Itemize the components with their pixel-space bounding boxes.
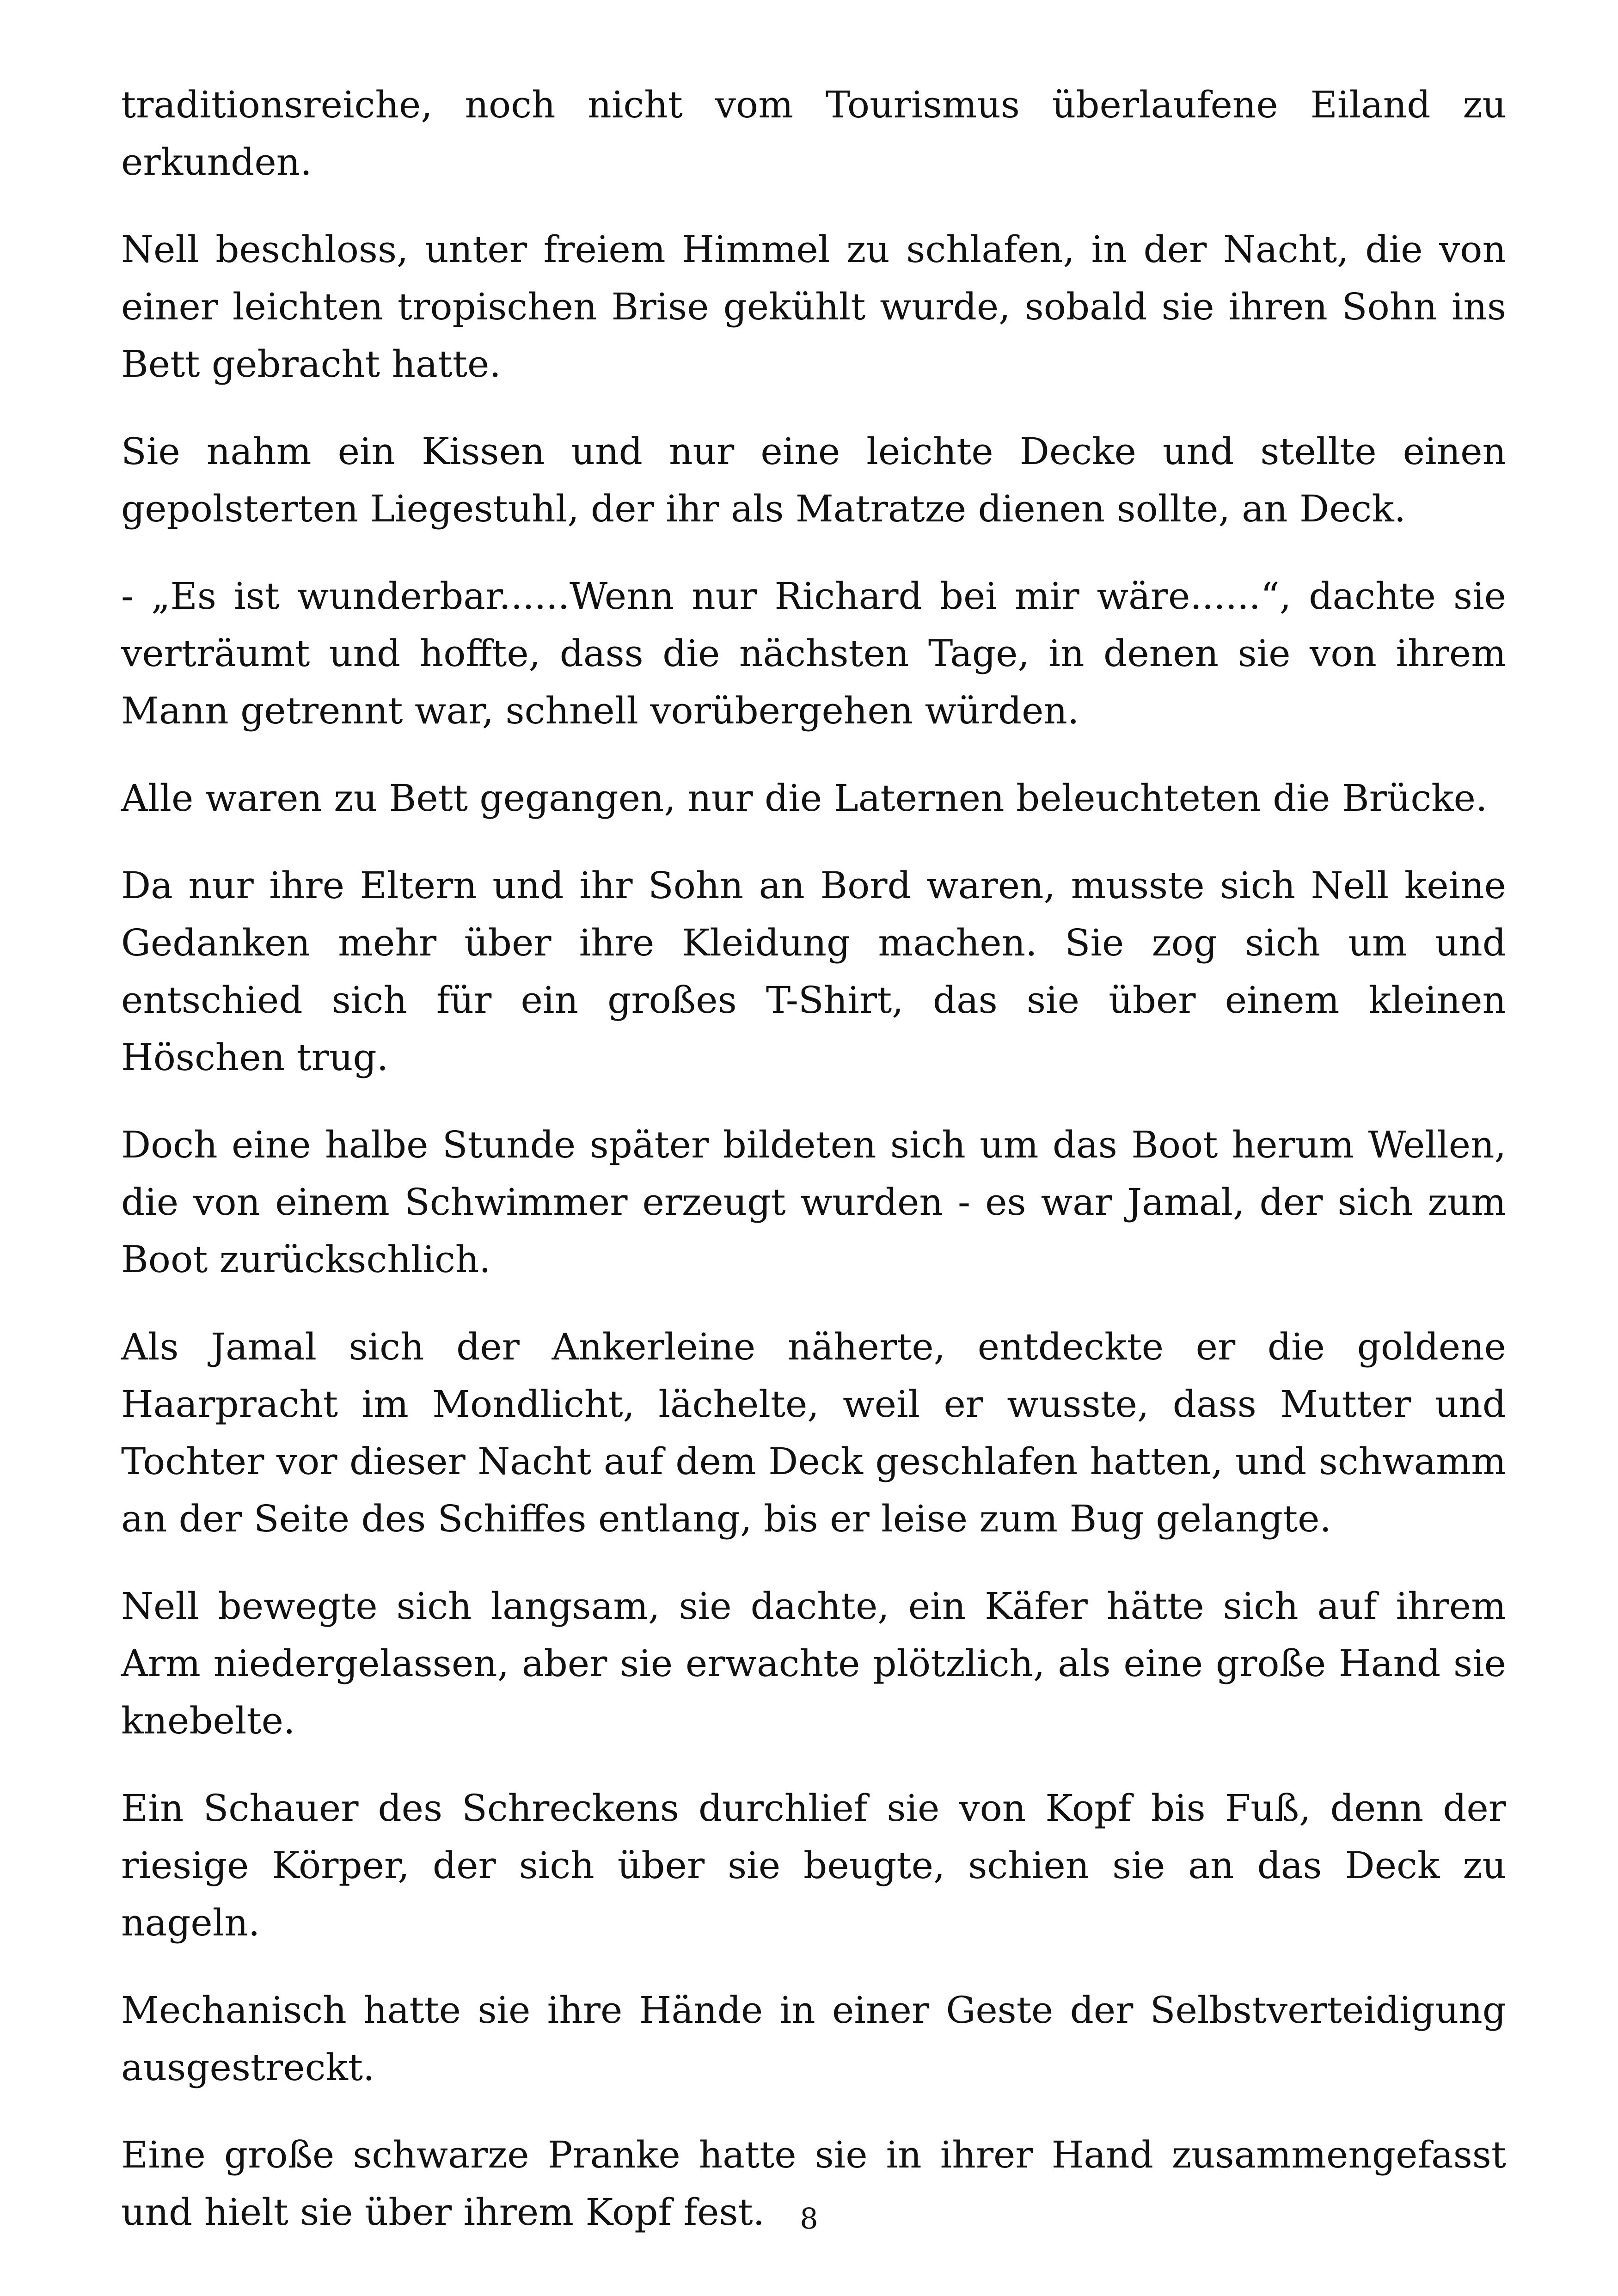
paragraph: Alle waren zu Bett gegangen, nur die Laternen beleuchteten die Brücke. [121,777,1488,820]
body-text [121,76,1506,2271]
paragraph: Sie nahm ein Kissen und nur eine leichte Decke und stellte einen gepolsterten Liegestuhl, der ihr als Matratze dienen sollte, an Deck. [121,430,1506,530]
paragraph: Ein Schauer des Schreckens durchlief sie von Kopf bis Fuß, denn der riesige Körper, der sich über sie beugte, schien sie an das Deck zu nageln. [121,1787,1506,1944]
paragraph: Mechanisch hatte sie ihre Hände in einer Geste der Selbstverteidigung ausgestreckt. [121,1989,1506,2089]
paragraph: Nell beschloss, unter freiem Himmel zu schlafen, in der Nacht, die von einer leichten tropischen Brise gekühlt wurde, sobald sie ihren Sohn ins Bett gebracht hatte. [121,228,1506,386]
page-number: 8 [800,2202,818,2235]
paragraph: Nell bewegte sich langsam, sie dachte, ein Käfer hätte sich auf ihrem Arm niedergelassen, aber sie erwachte plötzlich, als eine große Hand sie knebelte. [121,1585,1506,1742]
paragraph: Da nur ihre Eltern und ihr Sohn an Bord waren, musste sich Nell keine Gedanken mehr über ihre Kleidung machen. Sie zog sich um und entschied sich für ein großes T-Shirt, das sie über einem kleinen Höschen trug. [121,864,1506,1079]
paragraph: - „Es ist wunderbar......Wenn nur Richard bei mir wäre......“, dachte sie verträumt und hoffte, dass die nächsten Tage, in denen sie von ihrem Mann getrennt war, schnell vorübergehen würden. [121,575,1506,732]
paragraph: Doch eine halbe Stunde später bildeten sich um das Boot herum Wellen, die von einem Schwimmer erzeugt wurden - es war Jamal, der sich zum Boot zurückschlich. [121,1123,1506,1281]
paragraph: traditionsreiche, noch nicht vom Tourismus überlaufene Eiland zu erkunden. [121,83,1506,184]
paragraph: Als Jamal sich der Ankerleine näherte, entdeckte er die goldene Haarpracht im Mondlicht, lächelte, weil er wusste, dass Mutter und Tochter vor dieser Nacht auf dem Deck geschlafen hatten, und schwamm an der Seite des Schiffes entlang, bis er leise zum Bug gelangte. [121,1325,1506,1540]
paragraph: Eine große schwarze Pranke hatte sie in ihrer Hand zusammengefasst und hielt sie über ihrem Kopf fest. [121,2133,1506,2234]
